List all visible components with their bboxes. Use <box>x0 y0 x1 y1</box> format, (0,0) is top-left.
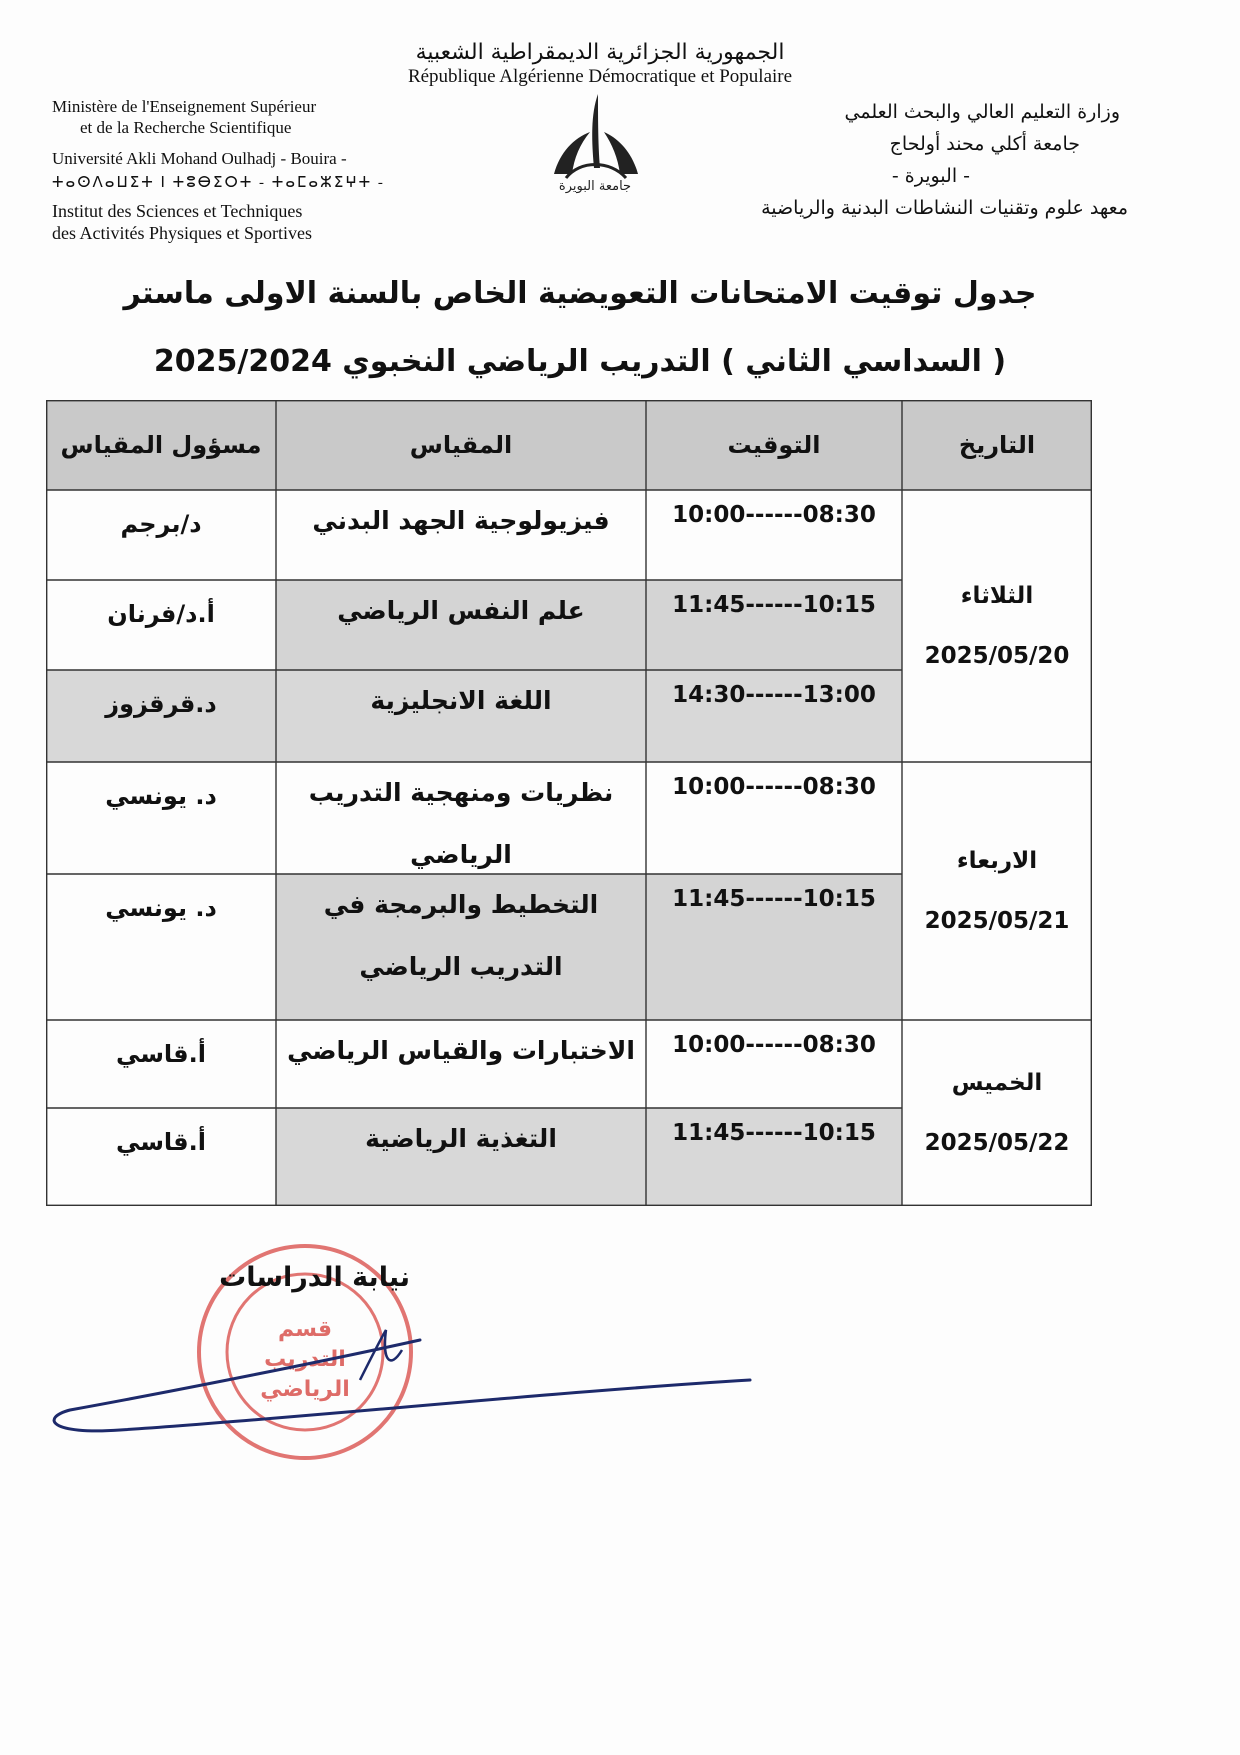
subject-cell: فيزيولوجية الجهد البدني <box>312 506 610 535</box>
time-cell: 10:15------11:45 <box>672 886 876 912</box>
date-cell-tuesday <box>902 490 1092 762</box>
day-name: الثلاثاء <box>960 583 1034 609</box>
page-title: جدول توقيت الامتحانات التعويضية الخاص بالسنة الاولى ماستر <box>123 276 1037 311</box>
header-right-block <box>650 96 1128 224</box>
ar-institute: معهد علوم وتقنيات النشاطات البدنية والرياضية <box>761 197 1128 219</box>
responsible-cell: د.قرقزوز <box>105 690 217 718</box>
university-logo-icon <box>540 86 650 196</box>
ar-ministry: وزارة التعليم العالي والبحث العلمي <box>844 101 1120 123</box>
stamp-line3: الرياضي <box>260 1377 350 1402</box>
responsible-cell: د. يونسي <box>105 782 217 810</box>
day-date: 2025/05/22 <box>924 1130 1070 1156</box>
responsible-cell: أ.قاسي <box>116 1128 206 1156</box>
logo-caption: جامعة البويرة <box>558 179 632 194</box>
fr-ministry-line2: et de la Recherche Scientifique <box>80 118 292 137</box>
header-date: التاريخ <box>958 431 1036 459</box>
stamp-line1: قسم <box>277 1317 333 1342</box>
ar-university: جامعة أكلي محند أولحاج <box>889 133 1080 155</box>
header-responsible: مسؤول المقياس <box>60 431 262 459</box>
header-subject: المقياس <box>409 431 513 459</box>
tifinagh-university: ⵜⴰⵙⴷⴰⵡⵉⵜ ⵏ ⵜⵓⴱⵉⵔⵜ - ⵜⴰⵎⴰⵣⵉⵖⵜ - <box>52 175 385 191</box>
fr-republic-title: République Algérienne Démocratique et Populaire <box>407 66 793 87</box>
handwritten-signature-icon <box>30 1300 770 1440</box>
time-cell: 10:15------11:45 <box>672 1120 876 1146</box>
time-cell: 08:30------10:00 <box>672 1032 876 1058</box>
fr-institute-line1: Institut des Sciences et Techniques <box>52 201 303 221</box>
subject-cell: علم النفس الرياضي <box>337 596 585 625</box>
subject-cell: التغذية الرياضية <box>365 1124 557 1153</box>
date-cell-wednesday <box>902 762 1092 1020</box>
exam-schedule-table <box>46 400 1092 1206</box>
time-cell: 13:00------14:30 <box>672 682 876 708</box>
header-time: التوقيت <box>727 431 821 459</box>
responsible-cell: أ.قاسي <box>116 1040 206 1068</box>
ar-republic-title: الجمهورية الجزائرية الديمقراطية الشعبية <box>415 40 785 65</box>
subject-cell: الاختبارات والقياس الرياضي <box>287 1036 635 1065</box>
signature-label: نيابة الدراسات <box>219 1262 410 1293</box>
header-left-block <box>52 96 472 244</box>
subject-cell: نظريات ومنهجية التدريب الرياضي <box>308 778 614 869</box>
time-cell: 08:30------10:00 <box>672 774 876 800</box>
stamp-line2: التدريب <box>264 1347 346 1372</box>
page-subtitle: ( السداسي الثاني ) التدريب الرياضي النخبوي 2025/2024 <box>153 344 1007 379</box>
fr-university: Université Akli Mohand Oulhadj - Bouira - <box>52 149 347 168</box>
day-name: الخميس <box>951 1070 1043 1096</box>
day-date: 2025/05/20 <box>924 643 1070 669</box>
fr-ministry-line1: Ministère de l'Enseignement Supérieur <box>52 97 317 116</box>
responsible-cell: أ.د/فرنان <box>107 600 215 628</box>
time-cell: 08:30------10:00 <box>672 502 876 528</box>
subject-cell: اللغة الانجليزية <box>370 686 552 715</box>
date-cell-thursday <box>902 1020 1092 1206</box>
fr-institute-line2: des Activités Physiques et Sportives <box>52 223 312 243</box>
responsible-cell: د/برجم <box>120 510 202 538</box>
responsible-cell: د. يونسي <box>105 894 217 922</box>
subject-cell: التخطيط والبرمجة في التدريب الرياضي <box>323 890 599 981</box>
time-cell: 10:15------11:45 <box>672 592 876 618</box>
ar-city: - البويرة - <box>891 165 970 187</box>
day-date: 2025/05/21 <box>924 908 1070 934</box>
day-name: الاربعاء <box>956 848 1038 874</box>
